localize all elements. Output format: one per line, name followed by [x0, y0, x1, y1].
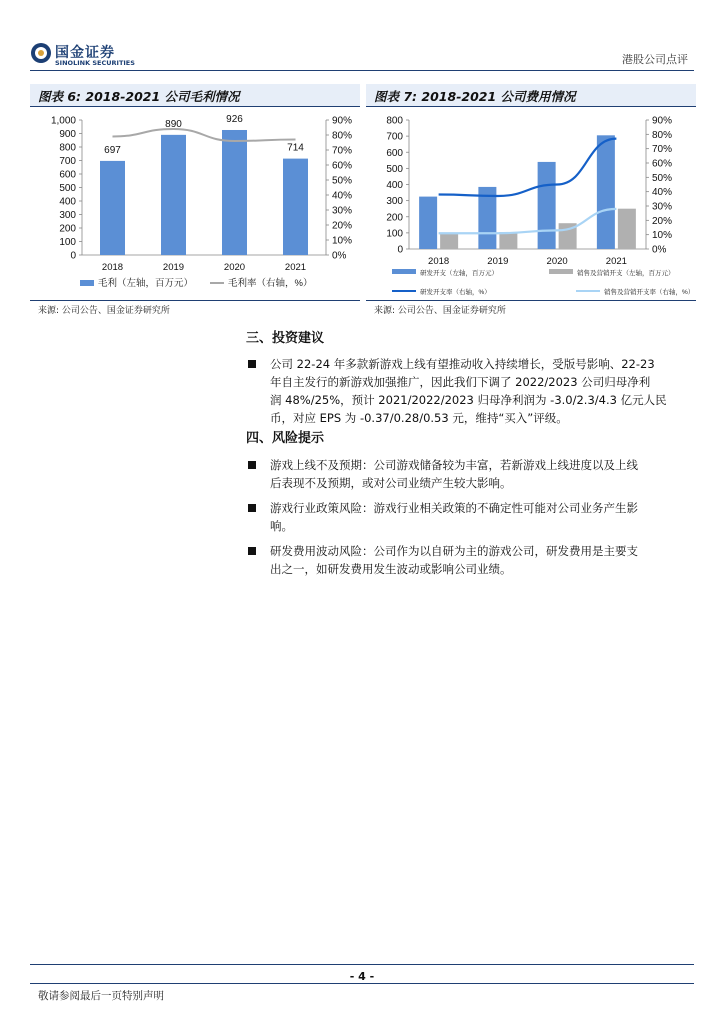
risk-warning-paragraph-line: 游戏行业政策风险：游戏行业相关政策的不确定性可能对公司业务产生影 [270, 501, 638, 515]
figure7-legend-swatch [392, 269, 416, 274]
figure6-source-divider [30, 300, 360, 301]
figure6-legend-label: 毛利率（右轴，%） [228, 278, 313, 289]
figure7-left-tick-label: 200 [386, 212, 403, 224]
figure6-left-tick-label: 400 [59, 196, 76, 208]
footer-divider [30, 964, 694, 965]
figure6-bar [100, 161, 125, 255]
document-type-label: 港股公司点评 [622, 53, 688, 66]
figure6-left-tick-label: 500 [59, 183, 76, 194]
risk-warning-paragraph-line: 响。 [270, 519, 293, 533]
figure6-category-label: 2018 [101, 262, 124, 273]
figure6-bar [283, 159, 308, 255]
figure6-right-tick-label: 80% [332, 130, 353, 142]
figure6-category-label: 2019 [162, 262, 185, 273]
section-heading-risk-warning: 四、风险提示 [246, 431, 325, 446]
figure6-left-tick-label: 0 [70, 250, 76, 262]
figure7-right-tick-label: 90% [652, 115, 673, 127]
figure6-left-tick-label: 100 [59, 237, 76, 248]
figure6-left-tick-label: 200 [59, 223, 76, 235]
header-divider [30, 70, 694, 71]
company-logo [30, 40, 135, 70]
figure6-right-tick-label: 20% [332, 220, 353, 232]
figure7-series-line [439, 139, 617, 196]
bullet-marker [248, 504, 256, 512]
figure6-left-tick-label: 900 [59, 129, 76, 140]
footer-divider-2 [30, 983, 694, 984]
figure7-source: 来源: 公司公告、国金证券研究所 [374, 306, 506, 316]
figure6-left-tick-label: 1,000 [50, 115, 76, 127]
figure6-data-label: 714 [287, 142, 304, 154]
figure6-right-tick-label: 10% [332, 235, 353, 247]
bullet-marker [248, 461, 256, 469]
figure7-legend-label: 研发开支率（右轴，%） [420, 289, 491, 296]
figure7-left-tick-label: 0 [397, 244, 403, 256]
figure7-left-tick-label: 500 [386, 163, 403, 175]
figure7-right-tick-label: 40% [652, 187, 673, 199]
figure6-title-underline [30, 106, 360, 107]
figure7-left-tick-label: 100 [386, 228, 403, 240]
figure6-left-tick-label: 700 [59, 156, 76, 167]
figure7-title-underline [366, 106, 696, 107]
disclaimer-note: 敬请参阅最后一页特别声明 [38, 990, 164, 1002]
investment-advice-paragraph-line: 润 48%/25%，预计 2021/2022/2023 归母净利润为 -3.0/2.3/4.3 亿元人民 [270, 393, 667, 407]
figure7-right-tick-label: 0% [652, 244, 667, 256]
figure7-bar [597, 135, 615, 249]
figure7-right-tick-label: 60% [652, 158, 673, 170]
figure7-category-label: 2021 [605, 256, 627, 267]
figure7-bar [440, 233, 458, 249]
figure7-left-tick-label: 300 [386, 196, 403, 208]
figure7-right-tick-label: 10% [652, 230, 673, 242]
figure7-right-tick-label: 50% [652, 172, 673, 184]
figure7-legend-label: 销售及营销开支（左轴，百万元） [577, 270, 675, 277]
figure7-legend-label: 研发开支（左轴，百万元） [420, 270, 498, 277]
figure7-left-tick-label: 400 [386, 180, 403, 191]
page-number: - 4 - [349, 970, 375, 983]
figure6-legend-label: 毛利（左轴，百万元） [98, 278, 194, 289]
risk-warning-paragraph-line: 游戏上线不及预期：公司游戏储备较为丰富，若新游戏上线进度以及上线 [270, 458, 638, 472]
figure6-data-label: 926 [226, 113, 243, 125]
section-heading-investment-advice: 三、投资建议 [246, 331, 325, 346]
figure6-bar [222, 130, 247, 255]
logo-chinese-name: 国金证券 [55, 45, 115, 61]
figure6-legend-swatch [80, 280, 94, 286]
figure6-right-tick-label: 0% [332, 250, 347, 262]
figure6-right-tick-label: 60% [332, 160, 353, 172]
figure6-right-tick-label: 70% [332, 145, 353, 157]
figure6-source: 来源: 公司公告、国金证券研究所 [38, 306, 170, 316]
figure7-source-divider [366, 300, 696, 301]
figure7-title: 图表 7: 2018-2021 公司费用情况 [374, 89, 576, 104]
risk-warning-paragraph-line: 出之一，如研发费用发生波动或影响公司业绩。 [270, 562, 512, 576]
logo-icon [30, 42, 52, 64]
figure6-right-tick-label: 50% [332, 175, 353, 187]
risk-warning-paragraph-line: 后表现不及预期，或对公司业绩产生较大影响。 [270, 476, 512, 490]
figure6-right-tick-label: 30% [332, 205, 353, 217]
figure7-bar [618, 209, 636, 249]
figure6-bar [161, 135, 186, 255]
figure7-right-tick-label: 20% [652, 215, 673, 227]
figure7-left-tick-label: 600 [386, 147, 403, 159]
figure6-right-tick-label: 90% [332, 115, 353, 127]
investment-advice-paragraph-line: 币，对应 EPS 为 -0.37/0.28/0.53 元，维持“买入”评级。 [270, 411, 568, 425]
risk-warning-paragraph-line: 研发费用波动风险：公司作为以自研为主的游戏公司，研发费用是主要支 [270, 544, 638, 558]
figure6-category-label: 2021 [284, 262, 307, 273]
figure6-title: 图表 6: 2018-2021 公司毛利情况 [38, 89, 240, 104]
figure7-legend-swatch [549, 269, 573, 274]
figure6-category-label: 2020 [223, 262, 246, 273]
figure7-series-line [439, 209, 617, 233]
figure6-left-tick-label: 600 [59, 169, 76, 181]
bullet-marker [248, 547, 256, 555]
figure6-series-line [113, 129, 296, 141]
bullet-marker [248, 360, 256, 368]
figure7-left-tick-label: 800 [386, 115, 403, 127]
figure7-right-tick-label: 80% [652, 129, 673, 141]
figure7-left-tick-label: 700 [386, 131, 403, 143]
logo-english-name: SINOLINK SECURITIES [55, 59, 135, 67]
figure7-category-label: 2020 [546, 256, 568, 267]
figure7-right-tick-label: 70% [652, 144, 673, 156]
figure6-data-label: 890 [165, 118, 182, 130]
investment-advice-paragraph-line: 公司 22-24 年多款新游戏上线有望推动收入持续增长，受版号影响、22-23 [270, 357, 655, 371]
figure7-category-label: 2019 [487, 256, 509, 267]
figure7-right-tick-label: 30% [652, 201, 673, 213]
investment-advice-paragraph-line: 年自主发行的新游戏加强推广，因此我们下调了 2022/2023 公司归母净利 [270, 375, 651, 389]
figure6-left-tick-label: 300 [59, 210, 76, 221]
figure6-data-label: 697 [104, 144, 121, 156]
figure6-left-tick-label: 800 [59, 142, 76, 154]
figure7-bar [419, 197, 437, 249]
figure7-legend-label: 销售及营销开支率（右轴，%） [604, 289, 695, 296]
figure6-right-tick-label: 40% [332, 190, 353, 202]
figure7-bar [499, 232, 517, 249]
figure6-chart [30, 108, 360, 298]
figure7-chart [366, 108, 696, 298]
figure7-category-label: 2018 [428, 256, 450, 267]
figure7-bar [538, 162, 556, 249]
